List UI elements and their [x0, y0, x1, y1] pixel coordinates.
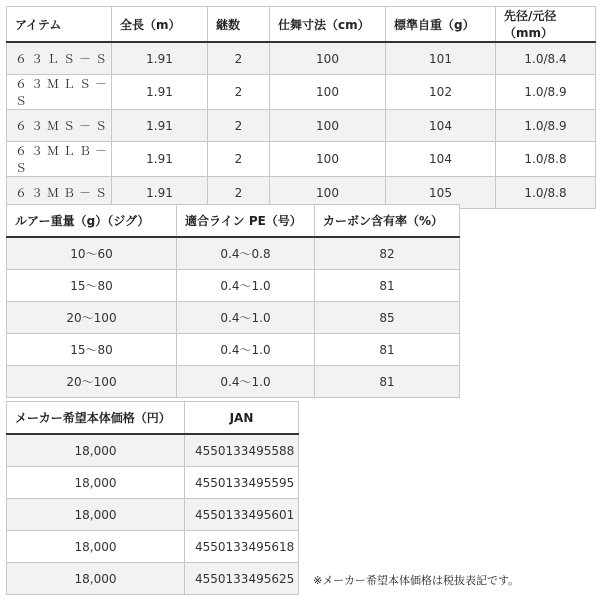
- price-cell: 18,000: [7, 467, 185, 499]
- header-weight: 標準自重（g）: [386, 7, 496, 43]
- lure-weight-cell: 15～80: [7, 270, 177, 302]
- sections-cell: 2: [208, 75, 270, 110]
- table-row: [7, 270, 460, 302]
- line-cell: 0.4～0.8: [177, 237, 315, 270]
- closed-length-cell: 100: [270, 75, 386, 110]
- length-cell: 1.91: [112, 177, 208, 209]
- sections-cell: 2: [208, 177, 270, 209]
- table-row: [7, 142, 596, 177]
- weight-cell: 102: [386, 75, 496, 110]
- sections-cell: 2: [208, 142, 270, 177]
- table-row: [7, 334, 460, 366]
- diameter-cell: 1.0/8.9: [496, 110, 596, 142]
- item-cell: ６３ＬＳ－Ｓ: [7, 42, 112, 75]
- diameter-cell: 1.0/8.8: [496, 142, 596, 177]
- tax-note: ※メーカー希望本体価格は税抜表記です。: [313, 574, 520, 587]
- header-closed-length: 仕舞寸法（cm）: [270, 7, 386, 43]
- table-row: [7, 467, 299, 499]
- table-row: [7, 366, 460, 398]
- header-line: 適合ライン PE（号）: [177, 205, 315, 238]
- price-header-row: [7, 402, 299, 435]
- jan-cell: 4550133495625: [185, 563, 299, 595]
- sections-cell: 2: [208, 42, 270, 75]
- header-price: メーカー希望本体価格（円）: [7, 402, 185, 435]
- price-cell: 18,000: [7, 563, 185, 595]
- table-row: [7, 434, 299, 467]
- spec-header-row: [7, 7, 596, 43]
- diameter-cell: 1.0/8.9: [496, 75, 596, 110]
- table-row: [7, 531, 299, 563]
- table-row: [7, 302, 460, 334]
- lure-table: [6, 204, 460, 398]
- weight-cell: 101: [386, 42, 496, 75]
- price-cell: 18,000: [7, 499, 185, 531]
- diameter-cell: 1.0/8.8: [496, 177, 596, 209]
- length-cell: 1.91: [112, 42, 208, 75]
- table-row: [7, 42, 596, 75]
- length-cell: 1.91: [112, 75, 208, 110]
- table-row: [7, 110, 596, 142]
- table-row: [7, 237, 460, 270]
- line-cell: 0.4～1.0: [177, 270, 315, 302]
- closed-length-cell: 100: [270, 177, 386, 209]
- carbon-cell: 81: [315, 366, 460, 398]
- carbon-cell: 81: [315, 334, 460, 366]
- header-length: 全長（m）: [112, 7, 208, 43]
- item-cell: ６３ＭＬＢ－Ｓ: [7, 142, 112, 177]
- carbon-cell: 81: [315, 270, 460, 302]
- header-carbon: カーボン含有率（%）: [315, 205, 460, 238]
- length-cell: 1.91: [112, 142, 208, 177]
- weight-cell: 104: [386, 142, 496, 177]
- sections-cell: 2: [208, 110, 270, 142]
- item-cell: ６３ＭＳ－Ｓ: [7, 110, 112, 142]
- line-cell: 0.4～1.0: [177, 366, 315, 398]
- jan-cell: 4550133495618: [185, 531, 299, 563]
- table-row: [7, 563, 299, 595]
- header-diameter: 先径/元径（mm）: [496, 7, 596, 43]
- carbon-cell: 85: [315, 302, 460, 334]
- closed-length-cell: 100: [270, 110, 386, 142]
- header-sections: 継数: [208, 7, 270, 43]
- lure-header-row: [7, 205, 460, 238]
- lure-weight-cell: 10～60: [7, 237, 177, 270]
- carbon-cell: 82: [315, 237, 460, 270]
- lure-weight-cell: 15～80: [7, 334, 177, 366]
- jan-cell: 4550133495588: [185, 434, 299, 467]
- line-cell: 0.4～1.0: [177, 334, 315, 366]
- price-cell: 18,000: [7, 531, 185, 563]
- jan-cell: 4550133495601: [185, 499, 299, 531]
- table-row: [7, 499, 299, 531]
- spec-table: [6, 6, 596, 209]
- price-table: [6, 401, 299, 595]
- header-jan: JAN: [185, 402, 299, 435]
- lure-weight-cell: 20～100: [7, 302, 177, 334]
- header-item: アイテム: [7, 7, 112, 43]
- jan-cell: 4550133495595: [185, 467, 299, 499]
- line-cell: 0.4～1.0: [177, 302, 315, 334]
- weight-cell: 105: [386, 177, 496, 209]
- header-lure-weight: ルアー重量（g）（ジグ）: [7, 205, 177, 238]
- table-row: [7, 75, 596, 110]
- weight-cell: 104: [386, 110, 496, 142]
- closed-length-cell: 100: [270, 142, 386, 177]
- lure-weight-cell: 20～100: [7, 366, 177, 398]
- item-cell: ６３ＭＬＳ－Ｓ: [7, 75, 112, 110]
- item-cell: ６３ＭＢ－Ｓ: [7, 177, 112, 209]
- length-cell: 1.91: [112, 110, 208, 142]
- diameter-cell: 1.0/8.4: [496, 42, 596, 75]
- closed-length-cell: 100: [270, 42, 386, 75]
- price-cell: 18,000: [7, 434, 185, 467]
